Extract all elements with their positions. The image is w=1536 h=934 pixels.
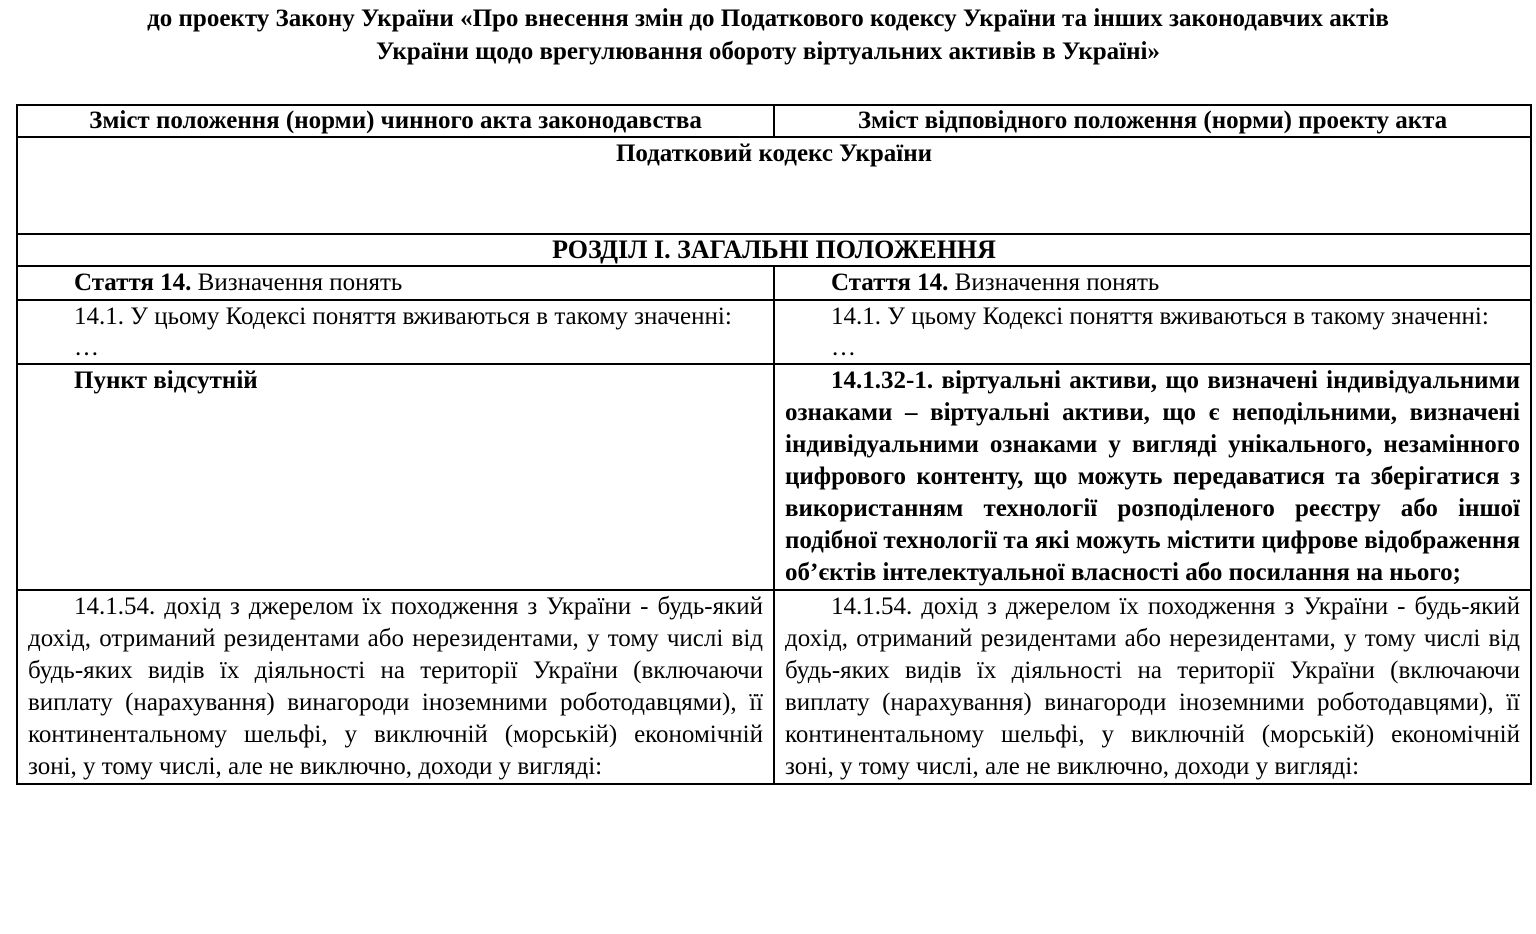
income-definition-text: 14.1.54. дохід з джерелом їх походження з України - будь-який дохід, отриманий резидентами або нерезидентами, у тому числі від будь-яких видів їх діяльності на території України (включаючи виплату (нарахування) винагороди іноземними роботодавцями), її континентальному шельфі, у виключній (морській) економічній зоні, у тому числі, але не виключно, доходи у вигляді:	[785, 593, 1520, 780]
ellipsis: …	[831, 334, 856, 361]
intro-cell-proposed	[774, 300, 1531, 364]
document-title-line-2: України щодо врегулювання обороту віртуальних активів в Україні»	[376, 38, 1160, 65]
article-row	[17, 266, 1531, 300]
income-definition-text: 14.1.54. дохід з джерелом їх походження з України - будь-який дохід, отриманий резидентами або нерезидентами, у тому числі від будь-яких видів їх діяльності на території України (включаючи виплату (нарахування) винагороди іноземними роботодавцями), її континентальному шельфі, у виключній (морській) економічній зоні, у тому числі, але не виключно, доходи у вигляді:	[28, 593, 763, 780]
header-current-text: Зміст положення (норми) чинного акта законодавства	[17, 105, 774, 137]
intro-cell-current	[17, 300, 774, 364]
income-cell-current	[17, 590, 774, 784]
article-cell-current	[17, 266, 774, 300]
article-title: Визначення понять	[948, 269, 1160, 296]
intro-text: 14.1. У цьому Кодексі поняття вживаються в такому значенні:	[74, 303, 732, 330]
virtual-assets-cell-proposed	[774, 364, 1531, 590]
income-definition-row	[17, 590, 1531, 784]
article-cell-proposed	[774, 266, 1531, 300]
article-number: Стаття 14.	[74, 269, 192, 296]
code-title: Податковий кодекс України	[17, 137, 1531, 234]
comparison-table	[16, 104, 1532, 785]
missing-item-text: Пункт відсутній	[74, 367, 258, 394]
article-heading-current	[28, 267, 763, 299]
income-cell-proposed	[774, 590, 1531, 784]
virtual-assets-definition: 14.1.32-1. віртуальні активи, що визначені індивідуальними ознаками – віртуальні активи, що є неподільними, визначені індивідуальними ознаками у вигляді унікального, незамінного цифрового контенту, що можуть передаватися та зберігатися з використанням технології розподіленого реєстру або іншої подібної технології та які можуть містити цифрове відображення об’єктів інтелектуальної власності або посилання на нього;	[785, 367, 1520, 586]
code-title-row	[17, 137, 1531, 234]
header-proposed-text: Зміст відповідного положення (норми) проекту акта	[774, 105, 1531, 137]
article-title: Визначення понять	[191, 269, 403, 296]
document-title	[0, 2, 1536, 68]
ellipsis: …	[74, 334, 99, 361]
intro-text: 14.1. У цьому Кодексі поняття вживаються в такому значенні:	[831, 303, 1489, 330]
section-title: РОЗДІЛ І. ЗАГАЛЬНІ ПОЛОЖЕННЯ	[17, 234, 1531, 266]
virtual-assets-row	[17, 364, 1531, 590]
virtual-assets-cell-current	[17, 364, 774, 590]
table-header-row	[17, 105, 1531, 137]
intro-row	[17, 300, 1531, 364]
section-title-row	[17, 234, 1531, 266]
article-heading-proposed	[785, 267, 1520, 299]
article-number: Стаття 14.	[831, 269, 949, 296]
document-title-line-1: до проекту Закону України «Про внесення змін до Податкового кодексу України та інших законодавчих актів	[147, 5, 1389, 32]
